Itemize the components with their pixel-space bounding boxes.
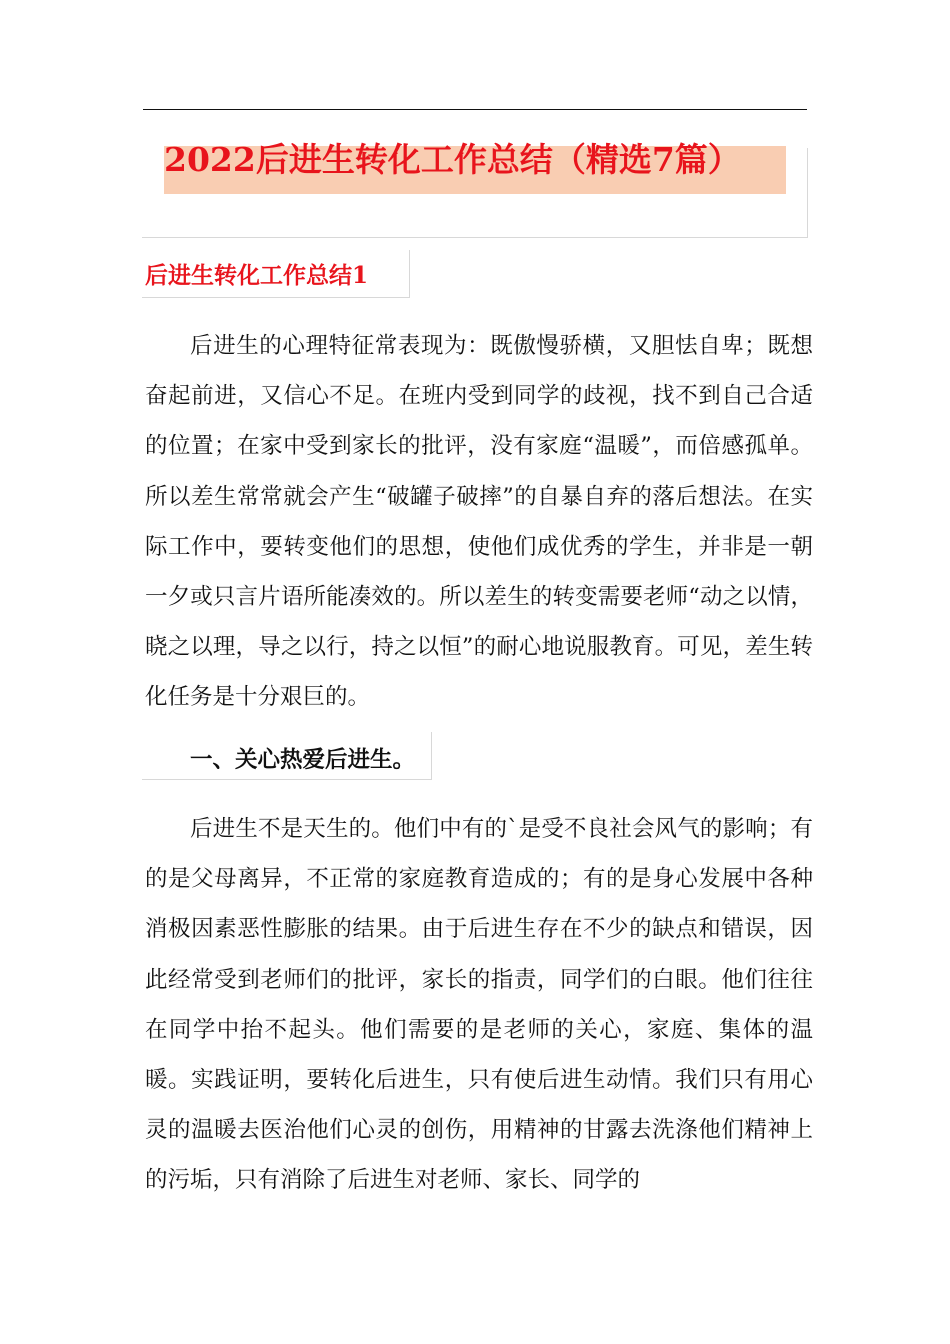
- header-rule: [143, 109, 807, 110]
- body-paragraph-1: 后进生的心理特征常表现为：既傲慢骄横，又胆怯自卑；既想奋起前进，又信心不足。在班内受到同学的歧视，找不到自己合适的位置；在家中受到家长的批评，没有家庭“温暖”，而倍感孤单。所以差生常常就会产生“破罐子破摔”的自暴自弃的落后想法。在实际工作中，要转变他们的思想，使他们成优秀的学生，并非是一朝一夕或只言片语所能凑效的。所以差生的转变需要老师“动之以情，晓之以理，导之以行，持之以恒”的耐心地说服教育。可见，差生转化任务是十分艰巨的。: [145, 333, 813, 711]
- section-title: 后进生转化工作总结1: [145, 262, 369, 289]
- body-paragraph-2: 后进生不是天生的。他们中有的`是受不良社会风气的影响；有的是父母离异，不正常的家庭教育造成的；有的是身心发展中各种消极因素恶性膨胀的结果。由于后进生存在不少的缺点和错误，因此经常受到老师们的批评，家长的指责，同学们的白眼。他们往往在同学中抬不起头。他们需要的是老师的关心，家庭、集体的温暖。实践证明，要转化后进生，只有使后进生动情。我们只有用心灵的温暖去医治他们心灵的创伤，用精神的甘露去洗涤他们精神上的污垢，只有消除了后进生对老师、家长、同学的: [145, 816, 813, 1194]
- document-title: 2022后进生转化工作总结（精选7篇）: [164, 140, 741, 179]
- subheading: 一、关心热爱后进生。: [190, 747, 416, 773]
